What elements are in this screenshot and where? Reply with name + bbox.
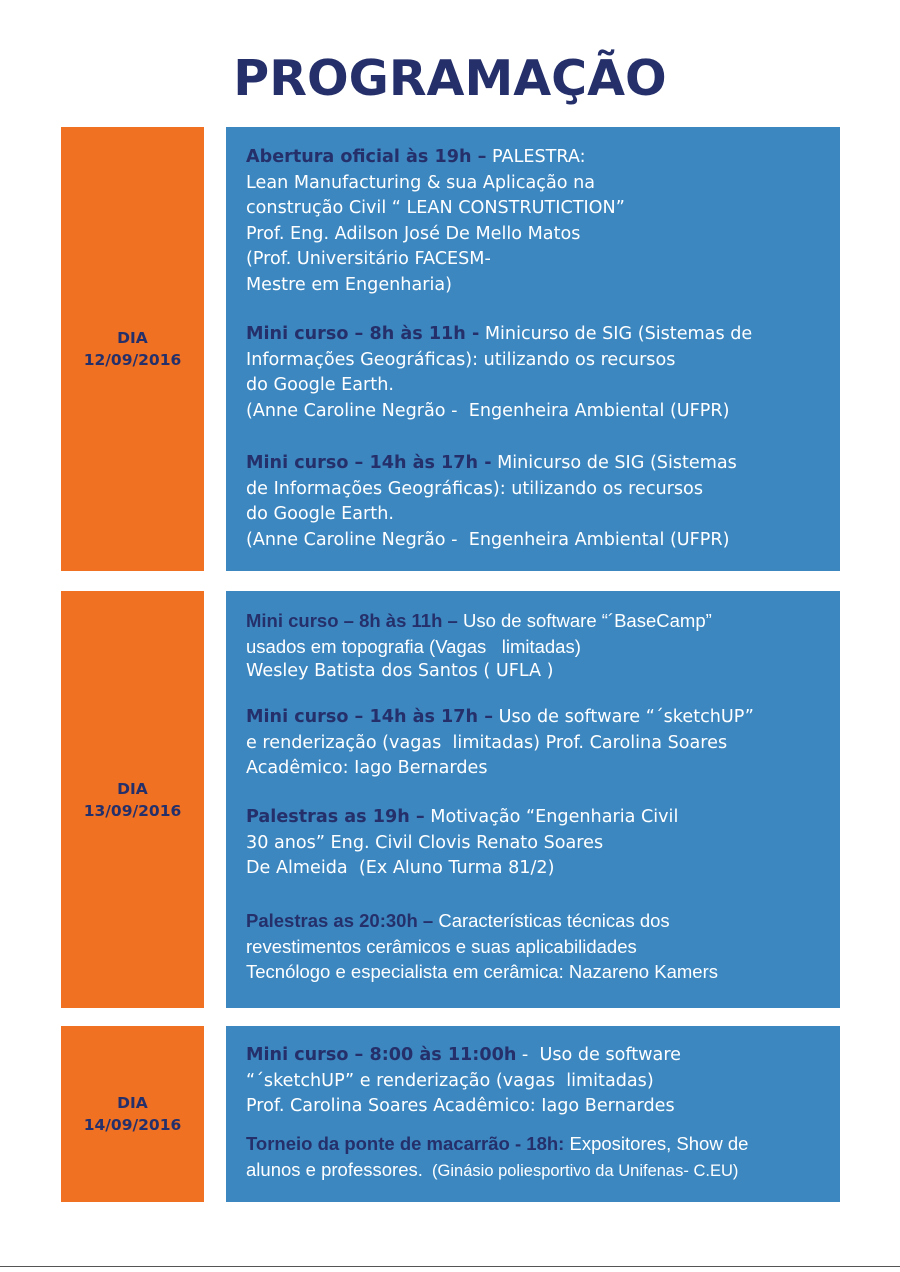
day-date: 13/09/2016 <box>83 801 182 820</box>
event-abertura <box>246 145 834 299</box>
day-word: DIA <box>117 1094 148 1112</box>
event-text: alunos e professores. <box>246 1158 423 1180</box>
event-minicurso-sketchup <box>246 705 834 782</box>
page-title: PROGRAMAÇÃO <box>233 50 667 107</box>
event-text: Prof. Carolina Soares Acadêmico: Iago Bernardes <box>246 1096 675 1117</box>
day-label-13-09 <box>61 591 204 1008</box>
event-heading: Palestras as 19h – <box>246 807 425 827</box>
event-text: Uso de software “´sketchUP” <box>493 707 754 727</box>
event-text: (Prof. Universitário FACESM- <box>246 249 491 270</box>
day-date: 14/09/2016 <box>83 1116 182 1134</box>
event-text: Mestre em Engenharia) <box>246 274 452 295</box>
event-text: Expositores, Show de <box>564 1133 749 1154</box>
event-heading: Mini curso – 8h às 11h – <box>246 610 458 631</box>
event-heading: Mini curso – 14h às 17h – <box>246 707 493 727</box>
event-minicurso-basecamp <box>246 608 834 685</box>
event-heading: Mini curso – 14h às 17h - <box>246 453 492 473</box>
event-text: Informações Geográficas): utilizando os recursos <box>246 349 676 370</box>
event-text: Wesley Batista dos Santos ( UFLA ) <box>246 661 554 682</box>
event-text: Lean Manufacturing & sua Aplicação na <box>246 172 596 193</box>
event-text: e renderização (vagas limitadas) Prof. Carolina Soares <box>246 732 728 753</box>
event-text: (Anne Caroline Negrão - Engenheira Ambiental (UFPR) <box>246 400 730 421</box>
event-text: de Informações Geográficas): utilizando os recursos <box>246 478 703 499</box>
event-text: Motivação “Engenharia Civil <box>424 807 679 827</box>
day-panel-14-09 <box>226 1026 840 1202</box>
event-text: Minicurso de SIG (Sistemas de <box>479 324 753 344</box>
day-label-14-09 <box>61 1026 204 1202</box>
event-heading: Torneio da ponte de macarrão - 18h: <box>246 1133 565 1154</box>
day-panel-12-09 <box>226 127 840 571</box>
day-word: DIA <box>117 329 148 347</box>
event-text: Uso de software “´BaseCamp” <box>457 610 712 631</box>
event-palestra-2030h <box>246 908 834 985</box>
event-minicurso-sketchup-2 <box>246 1043 834 1120</box>
event-text: Prof. Eng. Adilson José De Mello Matos <box>246 223 581 244</box>
event-minicurso-tarde <box>246 451 834 553</box>
event-minicurso-manha <box>246 322 834 424</box>
day-date: 12/09/2016 <box>83 351 182 369</box>
event-torneio-macarrao <box>246 1131 834 1184</box>
event-heading: Mini curso – 8:00 às 11:00h <box>246 1045 517 1065</box>
event-text: Tecnólogo e especialista em cerâmica: Nazareno Kamers <box>246 961 718 983</box>
event-text: “´sketchUP” e renderização (vagas limitadas) <box>246 1070 654 1091</box>
day-panel-13-09 <box>226 591 840 1008</box>
event-heading: Mini curso – 8h às 11h - <box>246 324 480 344</box>
event-heading: Palestras as 20:30h – <box>246 910 434 931</box>
event-heading: Abertura oficial às 19h – <box>246 147 487 167</box>
event-text: PALESTRA: <box>486 147 586 167</box>
event-text: (Anne Caroline Negrão - Engenheira Ambiental (UFPR) <box>246 529 730 550</box>
event-text: do Google Earth. <box>246 504 394 525</box>
event-text: De Almeida (Ex Aluno Turma 81/2) <box>246 858 555 879</box>
day-word: DIA <box>117 779 148 798</box>
event-text: do Google Earth. <box>246 375 394 396</box>
event-text: - Uso de software <box>516 1045 682 1065</box>
event-text: Características técnicas dos <box>433 910 670 931</box>
event-location: (Ginásio poliesportivo da Unifenas- C.EU) <box>422 1161 739 1180</box>
event-text: construção Civil “ LEAN CONSTRUTICTION” <box>246 198 625 219</box>
event-text: Minicurso de SIG (Sistemas <box>491 453 737 473</box>
day-label-12-09 <box>61 127 204 571</box>
event-text: Acadêmico: Iago Bernardes <box>246 758 488 779</box>
event-text: usados em topografia (Vagas limitadas) <box>246 635 581 657</box>
event-text: revestimentos cerâmicos e suas aplicabilidades <box>246 935 637 957</box>
event-palestra-19h <box>246 805 834 882</box>
event-text: 30 anos” Eng. Civil Clovis Renato Soares <box>246 832 604 853</box>
bottom-rule <box>0 1266 900 1267</box>
